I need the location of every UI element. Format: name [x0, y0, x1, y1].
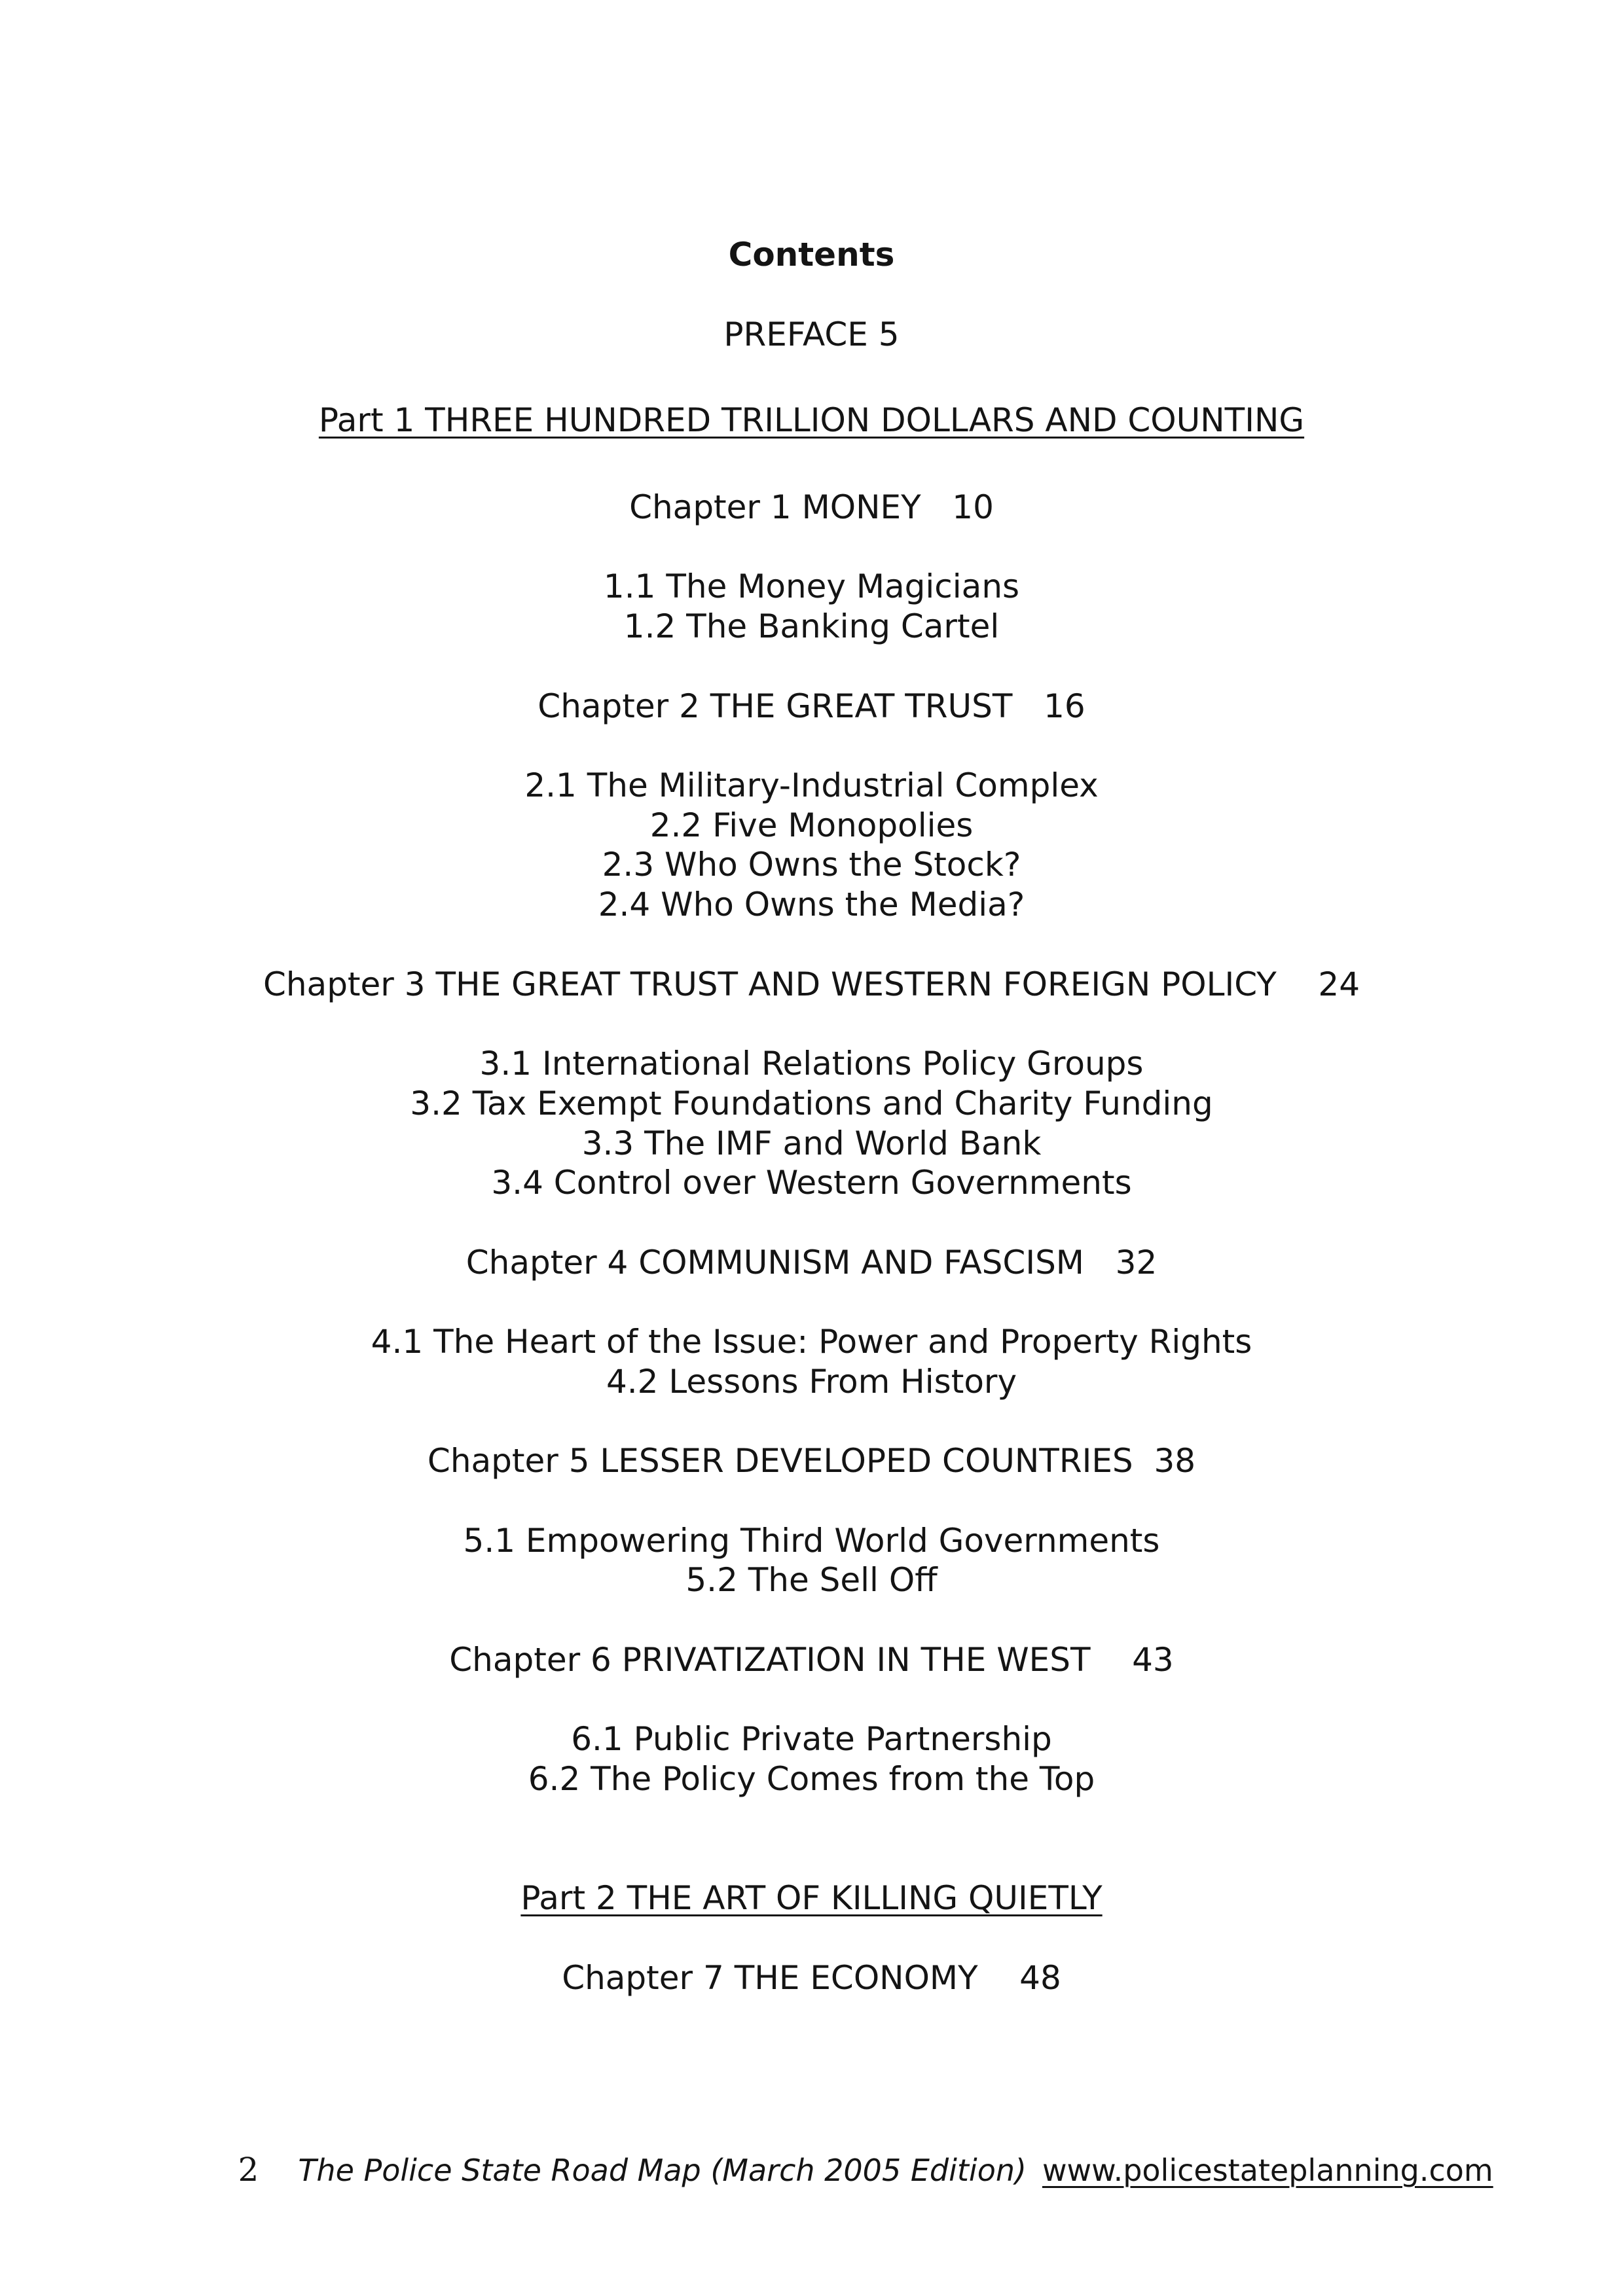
toc-part-2: Part 2 THE ART OF KILLING QUIETLY [520, 1879, 1103, 1917]
toc-chapter-3: Chapter 3 THE GREAT TRUST AND WESTERN FOREIGN POLICY 24 [263, 965, 1360, 1003]
toc-section-2-3: 2.3 Who Owns the Stock? [602, 846, 1021, 884]
toc-preface: PREFACE 5 [723, 315, 900, 353]
toc-section-2-1: 2.1 The Military-Industrial Complex [524, 766, 1099, 804]
toc-chapter-6: Chapter 6 PRIVATIZATION IN THE WEST 43 [449, 1641, 1174, 1679]
toc-section-3-4: 3.4 Control over Western Governments [491, 1164, 1132, 1202]
toc-section-4-2: 4.2 Lessons From History [606, 1363, 1017, 1401]
toc-chapter-2: Chapter 2 THE GREAT TRUST 16 [538, 687, 1085, 725]
toc-chapter-4: Chapter 4 COMMUNISM AND FASCISM 32 [465, 1244, 1158, 1282]
toc-section-2-2: 2.2 Five Monopolies [649, 806, 974, 844]
toc-section-3-3: 3.3 The IMF and World Bank [581, 1124, 1042, 1162]
toc-section-5-2: 5.2 The Sell Off [685, 1561, 938, 1599]
toc-section-6-2: 6.2 The Policy Comes from the Top [528, 1760, 1095, 1798]
toc-section-1-2: 1.2 The Banking Cartel [623, 607, 1000, 645]
page-footer [200, 2111, 1493, 2189]
toc-chapter-5: Chapter 5 LESSER DEVELOPED COUNTRIES 38 [427, 1442, 1196, 1480]
toc-section-2-4: 2.4 Who Owns the Media? [598, 886, 1025, 924]
toc-chapter-1: Chapter 1 MONEY 10 [629, 488, 994, 526]
toc-chapter-7: Chapter 7 THE ECONOMY 48 [562, 1959, 1061, 1997]
toc-section-5-1: 5.1 Empowering Third World Governments [463, 1522, 1160, 1560]
contents-title: Contents [728, 236, 895, 274]
toc-section-3-1: 3.1 International Relations Policy Groups [479, 1045, 1144, 1083]
toc-section-1-1: 1.1 The Money Magicians [603, 567, 1020, 605]
toc-section-3-2: 3.2 Tax Exempt Foundations and Charity Funding [410, 1085, 1213, 1122]
toc-section-6-1: 6.1 Public Private Partnership [571, 1720, 1052, 1758]
footer-website-link[interactable]: www.policestateplanning.com [1042, 2153, 1493, 2188]
page-number: 2 [238, 2151, 259, 2189]
footer-book-title: The Police State Road Map (March 2005 Edition) [298, 2153, 1027, 2188]
toc-section-4-1: 4.1 The Heart of the Issue: Power and Property Rights [371, 1323, 1252, 1361]
toc-part-1: Part 1 THREE HUNDRED TRILLION DOLLARS AND COUNTING [318, 401, 1305, 439]
